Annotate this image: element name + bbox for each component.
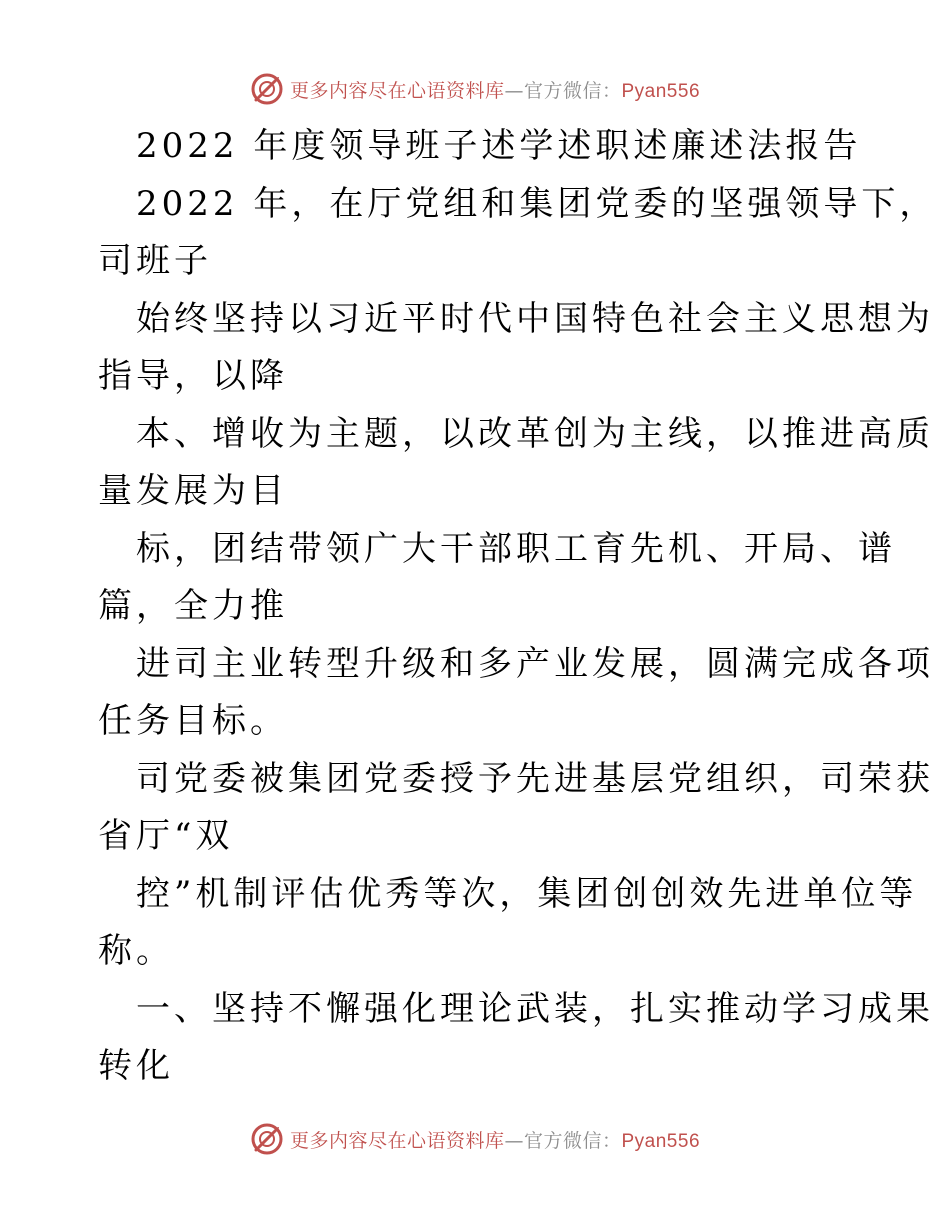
text-line: 任务目标。 (98, 701, 288, 741)
text-line: 量发展为目 (98, 471, 288, 511)
watermark-dash: — (504, 79, 524, 102)
text-line: 指导，以降 (98, 356, 288, 396)
header-watermark (0, 72, 950, 106)
text-line: 本、增收为主题，以改革创为主线，以推进高质 (136, 413, 934, 454)
watermark-text (290, 76, 700, 103)
text-line: 进司主业转型升级和多产业发展，圆满完成各项 (136, 643, 934, 684)
brand-logo-icon (250, 72, 284, 106)
brand-logo-icon (250, 1122, 284, 1156)
text-line: 称。 (98, 931, 174, 971)
text-line: 转化 (98, 1046, 174, 1086)
watermark-dash: — (504, 1129, 524, 1152)
text-line: 始终坚持以习近平时代中国特色社会主义思想为 (136, 298, 934, 339)
text-line: 2022 年，在厅党组和集团党委的坚强领导下， (136, 183, 938, 224)
document-body (98, 118, 938, 1096)
watermark-text (290, 1126, 700, 1153)
text-line: 省厅“双 (98, 816, 234, 856)
text-line: 篇，全力推 (98, 586, 288, 626)
watermark-brand: 更多内容尽在心语资料库 (289, 79, 505, 102)
watermark-brand: 更多内容尽在心语资料库 (289, 1129, 505, 1152)
text-line: 控”机制评估优秀等次，集团创创效先进单位等 (136, 873, 918, 914)
text-line: 司班子 (98, 241, 212, 281)
watermark-wechat-label: 官方微信： (523, 79, 622, 102)
text-line: 一、坚持不懈强化理论武装，扎实推动学习成果 (136, 988, 934, 1029)
footer-watermark (0, 1122, 950, 1156)
text-line: 标，团结带领广大干部职工育先机、开局、谱 (136, 528, 896, 569)
watermark-wechat-id: Pyan556 (621, 80, 701, 102)
watermark-wechat-label: 官方微信： (523, 1129, 622, 1152)
text-line: 司党委被集团党委授予先进基层党组织，司荣获 (136, 758, 934, 799)
document-title: 2022 年度领导班子述学述职述廉述法报告 (136, 126, 862, 166)
watermark-wechat-id: Pyan556 (621, 1130, 701, 1152)
